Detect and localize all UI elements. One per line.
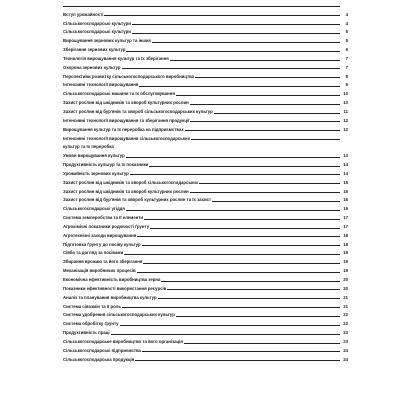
toc-entry[interactable] — [63, 221, 348, 230]
toc-entry[interactable] — [63, 133, 348, 142]
toc-entry[interactable] — [63, 80, 348, 89]
toc-entry-title: Сільськогосподарські підприємства — [63, 347, 141, 353]
toc-entry[interactable] — [63, 292, 348, 301]
toc-entry[interactable] — [63, 301, 348, 310]
toc-entry-title: Економічна ефективність виробництва зерна — [63, 277, 161, 282]
toc-entry-page-number: 4 — [345, 20, 348, 26]
toc-entry-page-number: 19 — [343, 250, 348, 256]
toc-entry-title: Вирощування зернових культур та інших — [63, 38, 151, 44]
toc-entry-page-number: 20 — [343, 277, 348, 282]
toc-entry-page-number: 14 — [343, 162, 348, 168]
toc-entry[interactable] — [63, 27, 348, 36]
toc-entry-title: Сівба та догляд за посівами — [63, 250, 124, 256]
toc-entry[interactable] — [63, 35, 348, 44]
toc-entry[interactable] — [63, 44, 348, 53]
toc-entry-page-number: 15 — [343, 188, 348, 194]
toc-entry[interactable] — [63, 274, 348, 283]
toc-entry-page-number: 23 — [343, 330, 348, 336]
toc-entry-title: Захист рослин від шкідників та хвороб сільськогосподарських — [63, 179, 199, 185]
toc-entry[interactable] — [63, 354, 348, 363]
toc-entry-title: Система удобрення сільськогосподарських культур — [63, 312, 175, 318]
toc-entry-page-number: 15 — [343, 179, 348, 185]
toc-entry[interactable] — [63, 310, 348, 319]
toc-entry-title: Агрохімічні показники родючості ґрунту — [63, 223, 150, 229]
toc-entry[interactable] — [63, 239, 348, 248]
toc-entry[interactable] — [63, 115, 348, 124]
toc-entry-page-number: 24 — [343, 347, 348, 353]
toc-entry-page-number: 19 — [343, 268, 348, 274]
toc-entry-page-number: 17 — [343, 223, 348, 229]
toc-entry[interactable] — [63, 150, 348, 159]
toc-entry-page-number: 14 — [343, 170, 348, 176]
toc-entry-page-number: 11 — [343, 108, 348, 114]
toc-entry[interactable] — [63, 0, 348, 9]
toc-entry-title: Аналіз та планування виробництва культур — [63, 294, 157, 300]
toc-entry-title: Вступ урожайності — [63, 11, 104, 17]
toc-entry-title: Підготовка ґрунту до посіву культур — [63, 241, 141, 247]
toc-entry[interactable] — [63, 327, 348, 336]
toc-entry-title: Сільськогосподарська продукція — [63, 356, 135, 362]
toc-entry[interactable] — [63, 256, 348, 265]
toc-entry[interactable] — [63, 124, 348, 133]
toc-entry-page-number: 24 — [343, 356, 348, 362]
toc-entry-page-number: 19 — [343, 259, 348, 265]
toc-entry-page-number: 10 — [343, 100, 348, 106]
toc-entry-page-number: 7 — [345, 55, 348, 61]
toc-entry-page-number: 9 — [345, 82, 348, 88]
toc-entry[interactable] — [63, 195, 348, 204]
toc-entry[interactable] — [63, 88, 348, 97]
toc-entry-page-number: 16 — [343, 206, 348, 212]
toc-entry[interactable] — [63, 230, 348, 239]
toc-entry-page-number: 16 — [343, 197, 348, 203]
toc-entry-title: Захист рослин від шкідників та хвороб культурних рослин — [63, 100, 189, 106]
toc-entry-title: Сільськогосподарські культури — [63, 20, 131, 26]
toc-entry-title: Сільськогосподарські культури — [63, 29, 131, 35]
toc-entry-title: Механізація виробничих процесів — [63, 268, 136, 274]
toc-entry-title: Інтенсивні технології вирощування сільськогосподарських — [63, 135, 191, 141]
toc-entry-page-number: 6 — [345, 47, 348, 53]
toc-entry[interactable] — [63, 265, 348, 274]
toc-entry-title: Охорона зернових культур — [63, 64, 121, 70]
toc-entry-page-number: 18 — [343, 232, 348, 238]
toc-entry-title: Агротехнічні заходи вирощування — [63, 232, 137, 238]
toc-entry-title: Вирощування культур та їх переробка на підприємствах — [63, 126, 184, 132]
toc-entry-page-number: 22 — [343, 321, 348, 327]
toc-entry-title: Система землеробства та її елементи — [63, 215, 144, 221]
toc-entry[interactable] — [63, 336, 348, 345]
toc-entry[interactable] — [63, 106, 348, 115]
toc-entry-title: Інтенсивні технології вирощування та зберігання продукції — [63, 117, 190, 123]
toc-entry[interactable] — [63, 203, 348, 212]
toc-entry-title: Показники ефективності використання ресурсів — [63, 285, 167, 291]
toc-entry[interactable] — [63, 142, 348, 151]
toc-entry-title: Сільськогосподарські машини та їх обслуговування — [63, 91, 175, 97]
toc-leader-line — [63, 15, 340, 16]
toc-entry-title: Продуктивність праці — [63, 330, 110, 336]
toc-entry-title: Система обробітку ґрунту — [63, 321, 119, 327]
toc-entry[interactable] — [63, 212, 348, 221]
toc-entry-page-number: 13 — [343, 153, 348, 159]
toc-entry[interactable] — [63, 318, 348, 327]
toc-entry-title: Продуктивність культур та їх показники — [63, 162, 149, 168]
toc-entry[interactable] — [63, 62, 348, 71]
toc-entry[interactable] — [63, 248, 348, 257]
toc-entry-title: Технологія вирощування культур та їх зберігання — [63, 55, 169, 61]
toc-entry-page-number: 8 — [345, 73, 348, 79]
toc-entry-page-number: 12 — [343, 117, 348, 123]
toc-entry[interactable] — [63, 18, 348, 27]
toc-entry[interactable] — [63, 177, 348, 186]
toc-entry-title: Урожайність зернових культур — [63, 170, 129, 176]
toc-entry[interactable] — [63, 283, 348, 292]
toc-entry[interactable] — [63, 71, 348, 80]
toc-entry-page-number: 5 — [345, 29, 348, 35]
toc-entry-title: культур та їх переробка — [63, 144, 114, 150]
toc-entry-title: Умови вирощування культур — [63, 153, 125, 159]
toc-entry-page-number: 17 — [343, 215, 348, 221]
toc-entry-title: Сільськогосподарське виробництво та його організація — [63, 338, 183, 344]
toc-entry-title: Зберігання зернових культур — [63, 47, 126, 53]
toc-entry-title: Інтенсивні технології вирощування — [63, 82, 139, 88]
toc-entry-title: Збирання врожаю та його зберігання — [63, 259, 143, 265]
toc-entry[interactable] — [63, 345, 348, 354]
table-of-contents — [63, 0, 348, 363]
toc-entry-title: Перспективи розвитку сільськогосподарського виробництва — [63, 73, 195, 79]
toc-entry-page-number: 12 — [343, 126, 348, 132]
toc-entry-title: Захист рослин від бур'янів та хвороб культурних рослин та їх захист — [63, 197, 212, 203]
toc-entry[interactable] — [63, 159, 348, 168]
toc-entry-page-number: 21 — [343, 294, 348, 300]
toc-entry-page-number: 4 — [345, 11, 348, 17]
toc-entry-page-number: 10 — [343, 91, 348, 97]
toc-entry-page-number: 7 — [345, 64, 348, 70]
toc-entry[interactable] — [63, 186, 348, 195]
toc-entry-page-number: 20 — [343, 285, 348, 291]
toc-entry-page-number: 18 — [343, 241, 348, 247]
toc-entry-page-number: 23 — [343, 338, 348, 344]
toc-entry-title: Система сівозмін та її роль — [63, 303, 122, 309]
toc-entry-page-number: 22 — [343, 312, 348, 318]
toc-entry[interactable] — [63, 53, 348, 62]
toc-leader-line — [63, 6, 340, 7]
toc-entry[interactable] — [63, 168, 348, 177]
toc-entry-title: Захист рослин від бур'янів та хвороб сільськогосподарських культур — [63, 108, 213, 114]
toc-entry-page-number: 5 — [345, 38, 348, 44]
toc-entry-title: Захист рослин від шкідників та хвороб культурних рослин — [63, 188, 189, 194]
toc-entry[interactable] — [63, 97, 348, 106]
toc-entry[interactable] — [63, 9, 348, 18]
toc-entry-title: Сільськогосподарські угіддя — [63, 206, 125, 212]
toc-entry-page-number: 21 — [343, 303, 348, 309]
